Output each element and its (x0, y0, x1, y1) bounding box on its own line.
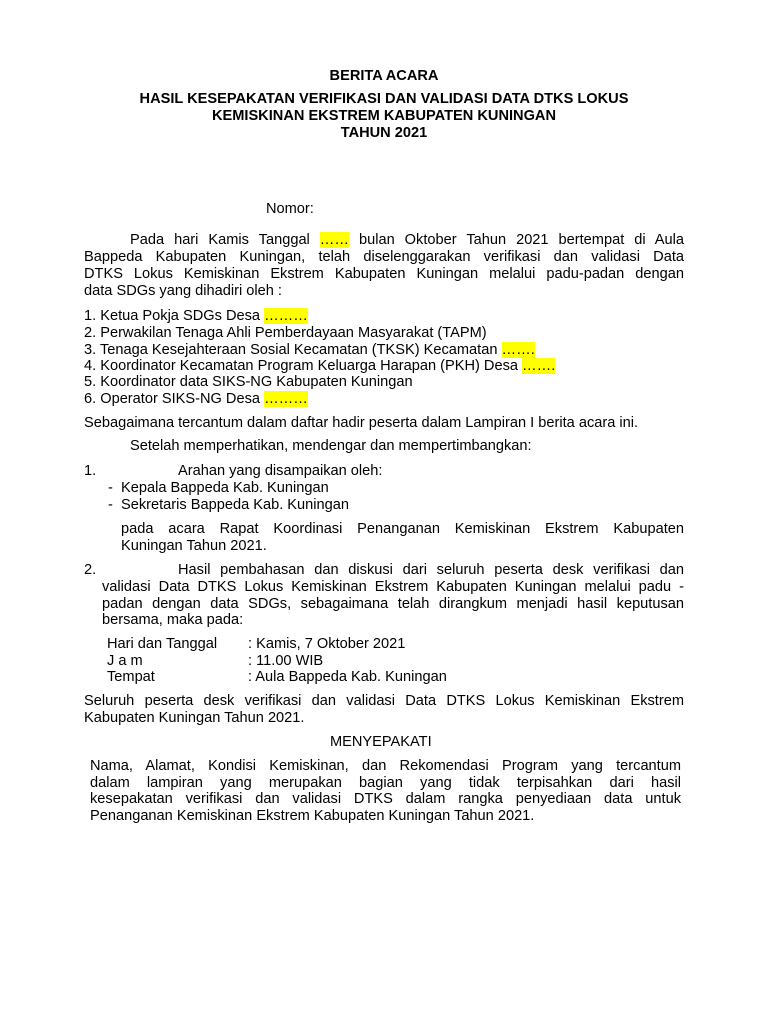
schedule-label: J a m (107, 653, 143, 669)
point1-context-line2: Kuningan Tahun 2021. (121, 538, 267, 554)
intro-line1-text: Pada hari Kamis Tanggal (130, 232, 320, 248)
document-subtitle-line3: TAHUN 2021 (340, 125, 428, 141)
document-subtitle-line1: HASIL KESEPAKATAN VERIFIKASI DAN VALIDASI DATA DTKS LOKUS (139, 91, 629, 107)
point2-line3: padan dengan data SDGs, sebagaimana telah dirangkum menjadi hasil keputusan (102, 596, 684, 612)
agreement-line4: Penanganan Kemiskinan Ekstrem Kabupaten Kuningan Tahun 2021. (90, 808, 535, 824)
point1-bullet: Sekretaris Bappeda Kab. Kuningan (121, 497, 349, 513)
bullet-dash: - (108, 497, 113, 513)
attendee-item (84, 325, 487, 342)
intro-line3: DTKS Lokus Kemiskinan Ekstrem Kabupaten Kuningan melalui padu-padan dengan (84, 266, 684, 282)
agreement-heading: MENYEPAKATI (330, 734, 432, 750)
attendee-text: 5. Koordinator data SIKS-NG Kabupaten Kuningan (84, 374, 413, 390)
attendee-text: 4. Koordinator Kecamatan Program Keluarga Harapan (PKH) Desa (84, 358, 523, 374)
bullet-dash: - (108, 480, 113, 496)
document-title: BERITA ACARA (329, 68, 439, 84)
schedule-label: Tempat (107, 669, 155, 685)
attendee-blank-highlight: ……… (264, 391, 308, 407)
intro-line4: data SDGs yang dihadiri oleh : (84, 283, 282, 299)
attendee-item (84, 374, 413, 391)
date-blank-highlight: …… (319, 232, 349, 248)
schedule-value: : Aula Bappeda Kab. Kuningan (248, 669, 447, 685)
point2-line4: bersama, maka pada: (102, 612, 244, 628)
attendee-item (84, 342, 535, 359)
schedule-value: : 11.00 WIB (248, 653, 324, 669)
lampiran-note: Sebagaimana tercantum dalam daftar hadir peserta dalam Lampiran I berita acara ini. (84, 415, 639, 431)
point2-number: 2. (84, 562, 97, 578)
agreement-line1: Nama, Alamat, Kondisi Kemiskinan, dan Rekomendasi Program yang tercantum (90, 758, 681, 774)
attendee-blank-highlight: ……… (264, 308, 308, 324)
point1-context-line1: pada acara Rapat Koordinasi Penanganan Kemiskinan Ekstrem Kabupaten (121, 521, 684, 537)
point1-heading: Arahan yang disampaikan oleh: (178, 463, 383, 479)
document-subtitle-line2: KEMISKINAN EKSTREM KABUPATEN KUNINGAN (211, 108, 557, 124)
intro-line1 (130, 232, 684, 249)
intro-line2: Bappeda Kabupaten Kuningan, telah diselenggarakan verifikasi dan validasi Data (84, 249, 684, 265)
considering-text: Setelah memperhatikan, mendengar dan mempertimbangkan: (130, 438, 532, 454)
attendee-item (84, 358, 555, 375)
point1-bullet: Kepala Bappeda Kab. Kuningan (121, 480, 329, 496)
attendee-blank-highlight: ……. (522, 358, 556, 374)
attendee-text: 6. Operator SIKS-NG Desa (84, 391, 265, 407)
attendee-text: 1. Ketua Pokja SDGs Desa (84, 308, 265, 324)
participants-line2: Kabupaten Kuningan Tahun 2021. (84, 710, 305, 726)
attendee-item (84, 391, 308, 408)
point2-line1: Hasil pembahasan dan diskusi dari seluruh peserta desk verifikasi dan (178, 562, 684, 578)
attendee-text: 2. Perwakilan Tenaga Ahli Pemberdayaan Masyarakat (TAPM) (84, 325, 487, 341)
point1-number: 1. (84, 463, 97, 479)
point2-line2: validasi Data DTKS Lokus Kemiskinan Ekstrem Kabupaten Kuningan melalui padu - (102, 579, 684, 595)
agreement-line2: dalam lampiran yang merupakan bagian yang tidak terpisahkan dari hasil (90, 775, 681, 791)
attendee-text: 3. Tenaga Kesejahteraan Sosial Kecamatan (TKSK) Kecamatan (84, 342, 502, 358)
schedule-label: Hari dan Tanggal (107, 636, 218, 652)
attendee-item (84, 308, 308, 325)
agreement-line3: kesepakatan verifikasi dan validasi DTKS dalam rangka penyediaan data untuk (90, 791, 681, 807)
schedule-value: : Kamis, 7 Oktober 2021 (248, 636, 406, 652)
nomor-label: Nomor: (266, 201, 314, 217)
participants-line1: Seluruh peserta desk verifikasi dan validasi Data DTKS Lokus Kemiskinan Ekstrem (84, 693, 684, 709)
intro-line1-rest: bulan Oktober Tahun 2021 bertempat di Aula (348, 232, 684, 248)
attendee-blank-highlight: ……. (501, 342, 535, 358)
